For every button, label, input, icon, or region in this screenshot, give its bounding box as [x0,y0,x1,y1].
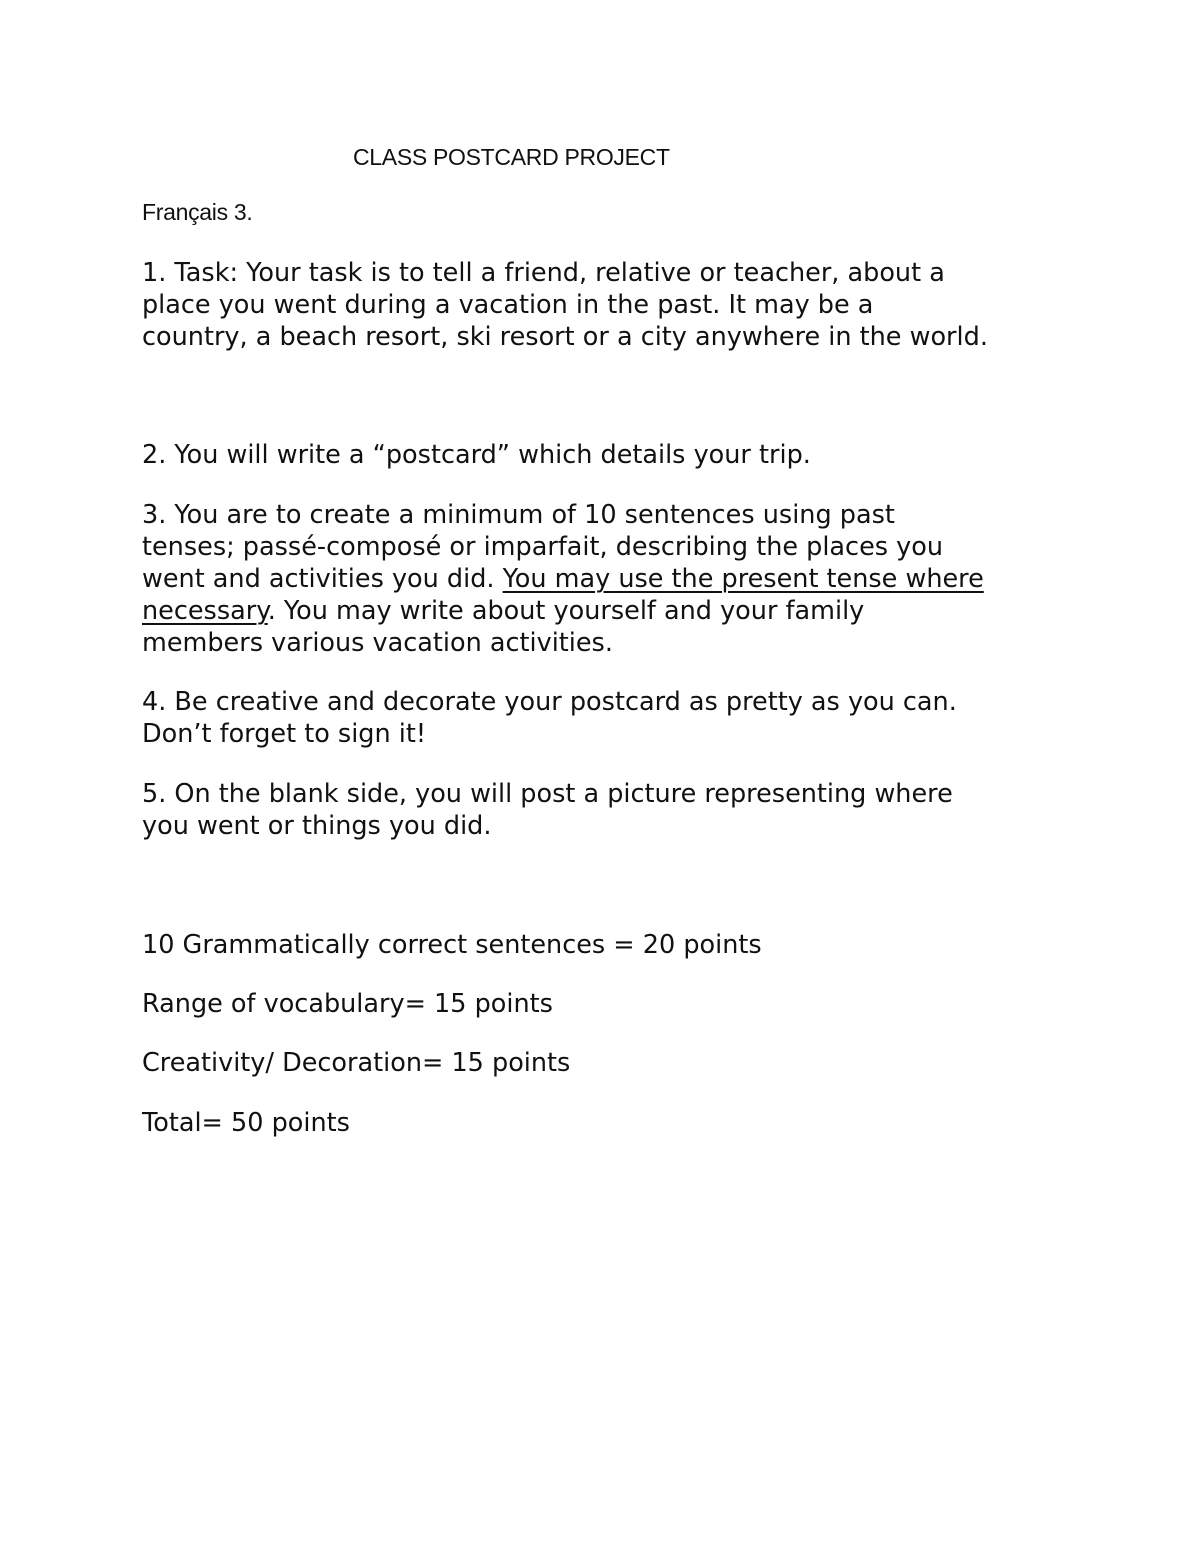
instruction-item-3-text-after: . You may write about yourself and your family members various vacation activities. [142,596,865,658]
instruction-item-2: 2. You will write a “postcard” which details your trip. [142,440,811,470]
instruction-item-3-text: 3. You are to create a minimum of 10 sentences using past tenses; passé-composé or imparfait, describing the places you went and activities you did. [142,500,943,594]
scoring-line-vocabulary: Range of vocabulary= 15 points [142,989,553,1019]
instruction-item-4: 4. Be creative and decorate your postcard as pretty as you can. Don’t forget to sign it! [142,687,957,749]
instruction-item-3 [142,499,1082,659]
scoring-line-sentences: 10 Grammatically correct sentences = 20 points [142,930,762,960]
instruction-item-3-underlined: You may use the present tense where necessary [142,564,984,626]
scoring-line-creativity: Creativity/ Decoration= 15 points [142,1048,571,1078]
instruction-item-5: 5. On the blank side, you will post a picture representing where you went or things you did. [142,779,953,841]
course-name: Français 3. [142,199,253,225]
instruction-item-1: 1. Task: Your task is to tell a friend, relative or teacher, about a place you went during a vacation in the past. It may be a country, a beach resort, ski resort or a city anywhere in the world. [142,258,988,352]
scoring-line-total: Total= 50 points [142,1108,350,1138]
document-title: CLASS POSTCARD PROJECT [353,144,670,170]
